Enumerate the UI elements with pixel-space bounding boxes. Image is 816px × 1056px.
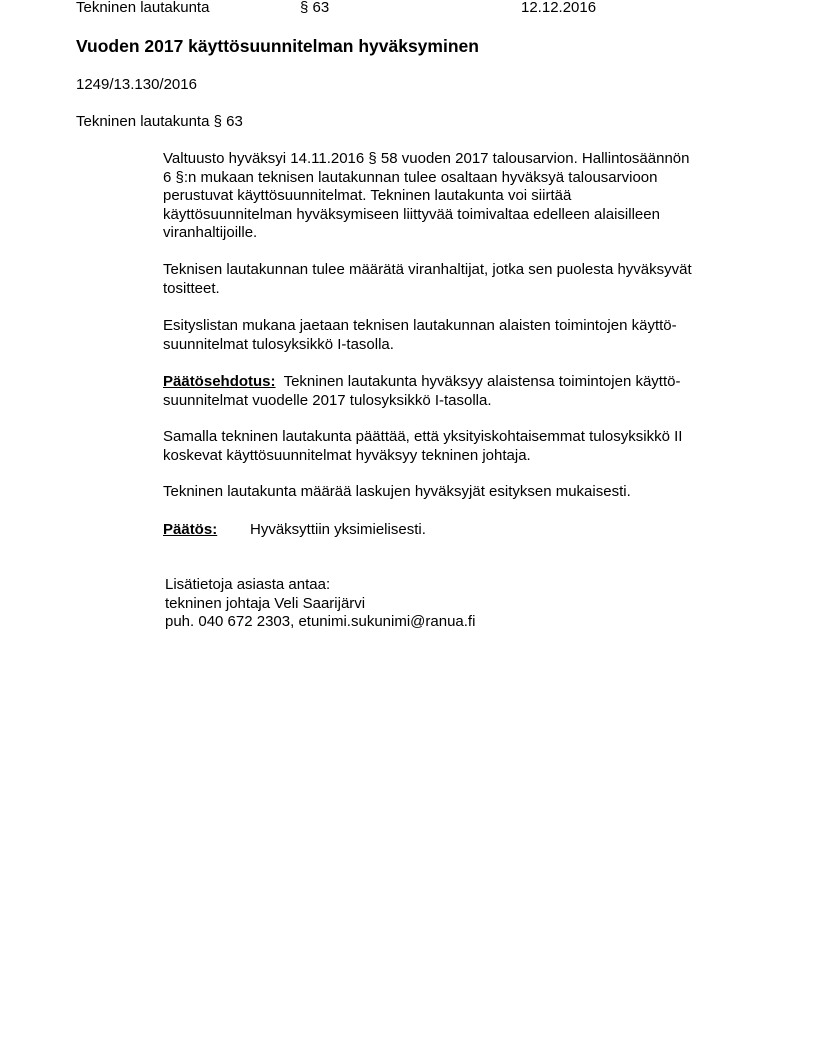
text-line: Esityslistan mukana jaetaan teknisen lautakunnan alaisten toimintojen käyttö- [163,317,677,334]
text-line: 6 §:n mukaan teknisen lautakunnan tulee osaltaan hyväksyä talousarvioon [163,168,658,186]
text-line: käyttösuunnitelman hyväksymiseen liittyvää toimivaltaa edelleen alaisilleen [163,205,660,223]
page-title: Vuoden 2017 käyttösuunnitelman hyväksyminen [76,36,479,56]
text-line: Teknisen lautakunnan tulee määrätä viranhaltijat, jotka sen puolesta hyväksyvät [163,261,692,278]
proposal-label: Päätösehdotus: [163,373,276,390]
contact-person: tekninen johtaja Veli Saarijärvi [165,594,366,612]
text-line: suunnitelmat tulosyksikkö I-tasolla. [163,335,394,353]
decision-label: Päätös: [163,521,218,538]
contact-info [165,576,475,632]
text-line: Tekninen lautakunta määrää laskujen hyväksyjät esityksen mukaisesti. [163,483,631,500]
paragraph-invoices [163,483,631,502]
decision [163,521,217,540]
paragraph-unit-ii [163,428,682,465]
text-line: Valtuusto hyväksyi 14.11.2016 § 58 vuoden 2017 talousarvion. Hallintosäännön [163,150,690,167]
proposal-text: suunnitelmat vuodelle 2017 tulosyksikkö I-tasolla. [163,391,492,409]
header-date: 12.12.2016 [521,0,597,16]
text-line: perustuvat käyttösuunnitelmat. Tekninen lautakunta voi siirtää [163,187,572,205]
proposal-text: Tekninen lautakunta hyväksyy alaistensa toimintojen käyttö- [283,373,681,390]
text-line: Samalla tekninen lautakunta päättää, että yksityiskohtaisemmat tulosyksikkö II [163,428,683,445]
record-id: 1249/13.130/2016 [76,76,197,93]
text-line: koskevat käyttösuunnitelmat hyväksyy tekninen johtaja. [163,446,531,464]
board-section: Tekninen lautakunta § 63 [76,113,243,130]
contact-heading: Lisätietoja asiasta antaa: [165,576,331,593]
proposal [163,373,680,410]
paragraph-budget [163,150,689,243]
header-section: § 63 [300,0,330,16]
paragraph-agenda [163,317,677,354]
text-line: viranhaltijoille. [163,224,258,242]
paragraph-officials [163,261,692,298]
header-board: Tekninen lautakunta [76,0,210,16]
decision-text: Hyväksyttiin yksimielisesti. [250,521,426,538]
contact-phone-email: puh. 040 672 2303, etunimi.sukunimi@ranua.fi [165,613,476,631]
text-line: tositteet. [163,279,220,297]
